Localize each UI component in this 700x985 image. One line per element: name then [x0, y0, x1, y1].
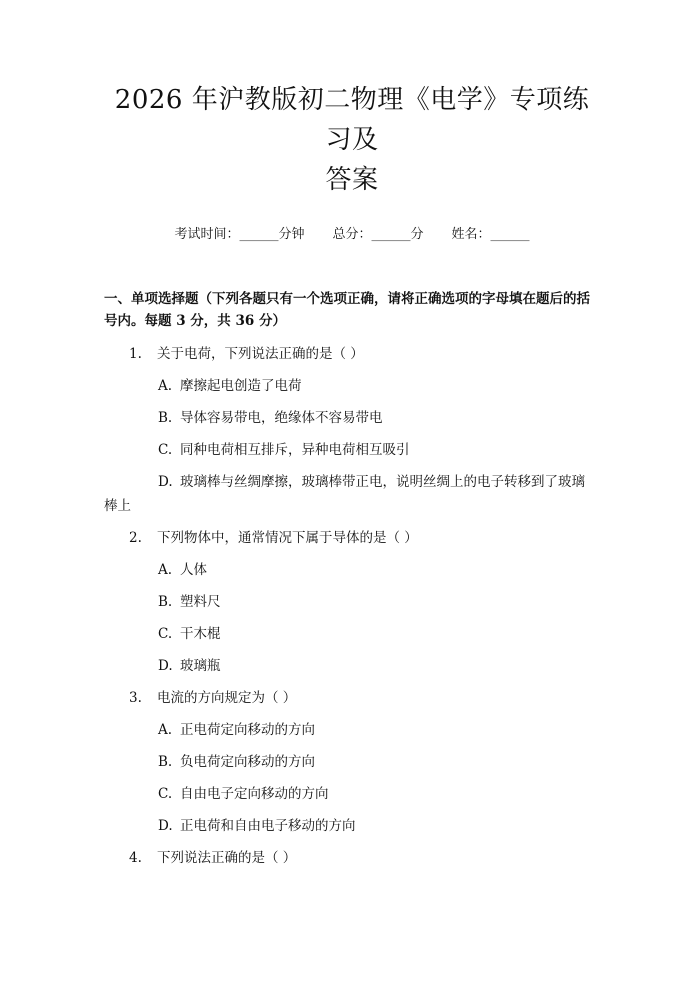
option-c: C. 干木棍: [158, 626, 221, 642]
option-d-continuation: 棒上: [104, 498, 131, 514]
question-stem: [104, 688, 600, 708]
question-text: 关于电荷，下列说法正确的是（ ）: [157, 346, 364, 362]
question-stem: [104, 848, 600, 868]
option-d: D. 玻璃瓶: [158, 658, 221, 674]
option-a: A. 正电荷定向移动的方向: [158, 722, 315, 738]
exam-time-label: 考试时间：______分钟: [174, 227, 305, 242]
question-number: 3.: [129, 690, 142, 706]
question-text: 下列物体中，通常情况下属于导体的是（ ）: [157, 530, 418, 546]
question-1: [104, 344, 600, 516]
document-page: [0, 80, 700, 985]
option-b: B. 塑料尺: [158, 594, 221, 610]
option-d: D. 正电荷和自由电子移动的方向: [158, 818, 356, 834]
exam-meta: [104, 226, 600, 244]
option-a: A. 摩擦起电创造了电荷: [158, 378, 302, 394]
option-b: B. 导体容易带电，绝缘体不容易带电: [158, 410, 383, 426]
question-4: [104, 848, 600, 868]
option-a: A. 人体: [158, 562, 207, 578]
option-d: D. 玻璃棒与丝绸摩擦，玻璃棒带正电，说明丝绸上的电子转移到了玻璃: [158, 474, 585, 490]
question-3: [104, 688, 600, 836]
title-line-2: 答案: [325, 165, 379, 195]
option-c: C. 自由电子定向移动的方向: [158, 786, 329, 802]
question-stem: [104, 528, 600, 548]
question-text: 下列说法正确的是（ ）: [157, 850, 297, 866]
question-stem: [104, 344, 600, 364]
document-title: [104, 80, 600, 200]
question-number: 2.: [129, 530, 142, 546]
option-c: C. 同种电荷相互排斥，异种电荷相互吸引: [158, 442, 410, 458]
question-text: 电流的方向规定为（ ）: [157, 690, 297, 706]
question-2: [104, 528, 600, 676]
section-heading-single-choice: 一、单项选择题（下列各题只有一个选项正确，请将正确选项的字母填在题后的括号内。每题 3 分，共 36 分）: [104, 291, 590, 329]
option-b: B. 负电荷定向移动的方向: [158, 754, 315, 770]
title-line-1: 2026 年沪教版初二物理《电学》专项练习及: [114, 85, 590, 155]
question-number: 1.: [129, 346, 142, 362]
student-name-label: 姓名：______: [451, 227, 530, 242]
total-score-label: 总分：______分: [332, 227, 424, 242]
question-number: 4.: [129, 850, 142, 866]
